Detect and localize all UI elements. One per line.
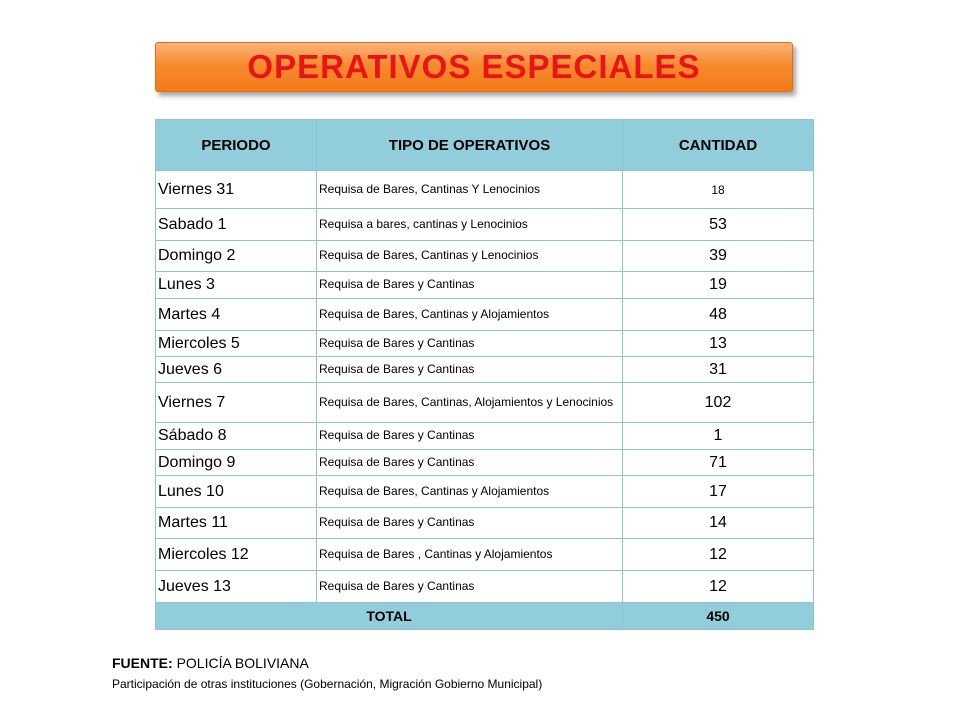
type-cell: Requisa de Bares, Cantinas y Alojamientos [317,299,623,331]
table-row [156,171,814,209]
total-value: 450 [623,603,814,630]
period-cell: Lunes 3 [156,272,317,299]
table-row [156,241,814,272]
type-cell: Requisa de Bares, Cantinas, Alojamientos y Lenocinios [317,383,623,423]
operations-table [155,119,814,630]
period-cell: Domingo 9 [156,450,317,476]
source-value: POLICÍA BOLIVIANA [176,655,309,671]
type-cell: Requisa de Bares y Cantinas [317,571,623,603]
title-banner [155,42,793,92]
table-row [156,423,814,450]
type-cell: Requisa de Bares y Cantinas [317,423,623,450]
table-row [156,508,814,539]
source-note: Participación de otras instituciones (Gobernación, Migración Gobierno Municipal) [112,677,543,691]
table-row [156,383,814,423]
qty-cell: 31 [623,357,814,383]
table-row [156,272,814,299]
header-cantidad: CANTIDAD [623,120,814,171]
period-cell: Sábado 8 [156,423,317,450]
qty-cell: 48 [623,299,814,331]
type-cell: Requisa de Bares y Cantinas [317,357,623,383]
header-periodo: PERIODO [156,120,317,171]
period-cell: Sabado 1 [156,209,317,241]
table-row [156,357,814,383]
type-cell: Requisa de Bares, Cantinas y Alojamientos [317,476,623,508]
table-row [156,209,814,241]
period-cell: Miercoles 5 [156,331,317,357]
source-block [112,655,582,693]
period-cell: Viernes 31 [156,171,317,209]
type-cell: Requisa de Bares, Cantinas y Lenocinios [317,241,623,272]
type-cell: Requisa de Bares y Cantinas [317,450,623,476]
total-row [156,603,814,630]
qty-cell: 71 [623,450,814,476]
table-row [156,331,814,357]
table-row [156,299,814,331]
period-cell: Jueves 6 [156,357,317,383]
qty-cell: 12 [623,539,814,571]
period-cell: Viernes 7 [156,383,317,423]
qty-cell: 102 [623,383,814,423]
period-cell: Miercoles 12 [156,539,317,571]
qty-cell: 17 [623,476,814,508]
qty-cell: 14 [623,508,814,539]
qty-cell: 18 [623,171,814,209]
qty-cell: 1 [623,423,814,450]
type-cell: Requisa de Bares y Cantinas [317,331,623,357]
qty-cell: 19 [623,272,814,299]
table-header-row [156,120,814,171]
type-cell: Requisa de Bares, Cantinas Y Lenocinios [317,171,623,209]
period-cell: Lunes 10 [156,476,317,508]
qty-cell: 13 [623,331,814,357]
header-tipo: TIPO DE OPERATIVOS [317,120,623,171]
table-row [156,571,814,603]
qty-cell: 53 [623,209,814,241]
period-cell: Martes 4 [156,299,317,331]
source-line [112,655,582,671]
period-cell: Domingo 2 [156,241,317,272]
period-cell: Martes 11 [156,508,317,539]
qty-cell: 12 [623,571,814,603]
table-row [156,450,814,476]
total-label: TOTAL [156,603,623,630]
qty-cell: 39 [623,241,814,272]
table-row [156,539,814,571]
page-title: OPERATIVOS ESPECIALES [247,48,701,85]
type-cell: Requisa de Bares y Cantinas [317,272,623,299]
period-cell: Jueves 13 [156,571,317,603]
type-cell: Requisa de Bares , Cantinas y Alojamientos [317,539,623,571]
table-row [156,476,814,508]
type-cell: Requisa a bares, cantinas y Lenocinios [317,209,623,241]
type-cell: Requisa de Bares y Cantinas [317,508,623,539]
source-label: FUENTE: [112,655,173,671]
